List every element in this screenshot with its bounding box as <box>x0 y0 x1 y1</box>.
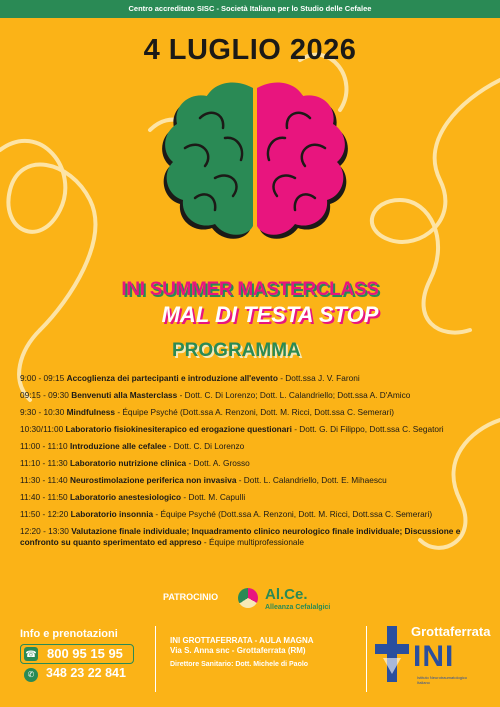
program-time: 11:40 - 11:50 <box>20 492 68 502</box>
program-speakers: - Dott. C. Di Lorenzo; Dott. L. Calandriello; Dott.ssa A. D'Amico <box>177 390 411 400</box>
program-speakers: - Équipe multiprofessionale <box>201 537 305 547</box>
phone-number[interactable]: 800 95 15 95 <box>47 646 123 661</box>
program-row <box>20 492 486 503</box>
program-row <box>20 390 486 401</box>
program-row <box>20 458 486 469</box>
venue-address: Via S. Anna snc - Grottaferrata (RM) <box>170 646 306 655</box>
program-title: Introduzione alle cefalee <box>69 441 167 451</box>
program-speakers: - Dott.ssa J. V. Faroni <box>277 373 360 383</box>
event-title: INI SUMMER MASTERCLASS <box>121 279 379 300</box>
program-title: Laboratorio anestesiologico <box>69 492 182 502</box>
patronage-org-name: Al.Ce. <box>265 586 308 603</box>
program-title: Valutazione finale individuale; Inquadramento clinico neurologico finale individuale; Discussione e confronto su quanto sperimentato ed appreso <box>20 526 461 547</box>
contacts-title: Info e prenotazioni <box>20 628 118 640</box>
program-title: Neurostimolazione periferica non invasiva <box>69 475 237 485</box>
program-row <box>20 373 486 384</box>
brain-icon <box>155 78 355 248</box>
program-speakers: - Dott. A. Grosso <box>186 458 250 468</box>
program-title: Accoglienza dei partecipanti e introduzione all'evento <box>66 373 278 383</box>
program-row <box>20 526 486 548</box>
program-time: 11:30 - 11:40 <box>20 475 68 485</box>
ini-cross-icon <box>375 624 409 684</box>
program-heading: PROGRAMMA <box>172 340 301 361</box>
divider <box>366 626 367 692</box>
venue-name: INI GROTTAFERRATA - AULA MAGNA <box>170 636 314 645</box>
venue-info <box>170 636 360 670</box>
program-title: Laboratorio fisiokinesiterapico ed erogazione questionari <box>65 424 292 434</box>
alce-logo-icon <box>238 588 258 608</box>
program-row <box>20 441 486 452</box>
phone-icon: ☎ <box>25 649 37 659</box>
accreditation-bar: Centro accreditato SISC - Società Italiana per lo Studio delle Cefalee <box>0 0 500 18</box>
program-speakers: - Dott. C. Di Lorenzo <box>166 441 245 451</box>
program-time: 12:20 - 13:30 <box>20 526 69 536</box>
event-subtitle: MAL DI TESTA STOP <box>161 302 379 327</box>
program-row <box>20 509 486 520</box>
whatsapp-number[interactable]: 348 23 22 841 <box>46 666 126 680</box>
program-speakers: - Équipe Psyché (Dott.ssa A. Renzoni, Dott. M. Ricci, Dott.ssa C. Semerari) <box>115 407 394 417</box>
whatsapp-icon: ✆ <box>24 668 38 682</box>
program-time: 09:15 - 09:30 <box>20 390 69 400</box>
ini-logo-text: INI <box>413 640 455 673</box>
venue-director: Direttore Sanitario: Dott. Michele di Paolo <box>170 661 309 668</box>
program-time: 11:50 - 12:20 <box>20 509 69 519</box>
program-row <box>20 407 486 418</box>
ini-logo-block <box>375 622 490 696</box>
program-speakers: - Dott. M. Capulli <box>181 492 246 502</box>
ini-subtitle: Istituto Neurotraumatologico Italiano <box>417 675 468 685</box>
program-time: 10:30/11:00 <box>20 424 64 434</box>
program-time: 11:00 - 11:10 <box>20 441 68 451</box>
program-row <box>20 424 486 435</box>
divider <box>155 626 156 692</box>
program-title: Laboratorio insonnia <box>70 509 154 519</box>
patronage-label: PATROCINIO <box>163 592 219 602</box>
program-speakers: - Dott. L. Calandriello, Dott. E. Mihaescu <box>236 475 387 485</box>
program-time: 9:30 - 10:30 <box>20 407 65 417</box>
program-list <box>20 373 486 554</box>
ini-city: Grottaferrata <box>411 624 491 639</box>
program-title: Mindfulness <box>66 407 116 417</box>
program-speakers: - Dott. G. Di Filippo, Dott.ssa C. Segatori <box>291 424 444 434</box>
program-speakers: - Équipe Psyché (Dott.ssa A. Renzoni, Dott. M. Ricci, Dott.ssa C. Semerari) <box>153 509 433 519</box>
event-date: 4 LUGLIO 2026 <box>143 34 357 66</box>
program-time: 9:00 - 09:15 <box>20 373 65 383</box>
program-title: Benvenuti alla Masterclass <box>71 390 178 400</box>
program-time: 11:10 - 11:30 <box>20 458 68 468</box>
program-title: Laboratorio nutrizione clinica <box>69 458 187 468</box>
phone-box[interactable] <box>20 644 134 664</box>
program-row <box>20 475 486 486</box>
patronage-org-full: Alleanza Cefalalgici <box>265 604 331 611</box>
